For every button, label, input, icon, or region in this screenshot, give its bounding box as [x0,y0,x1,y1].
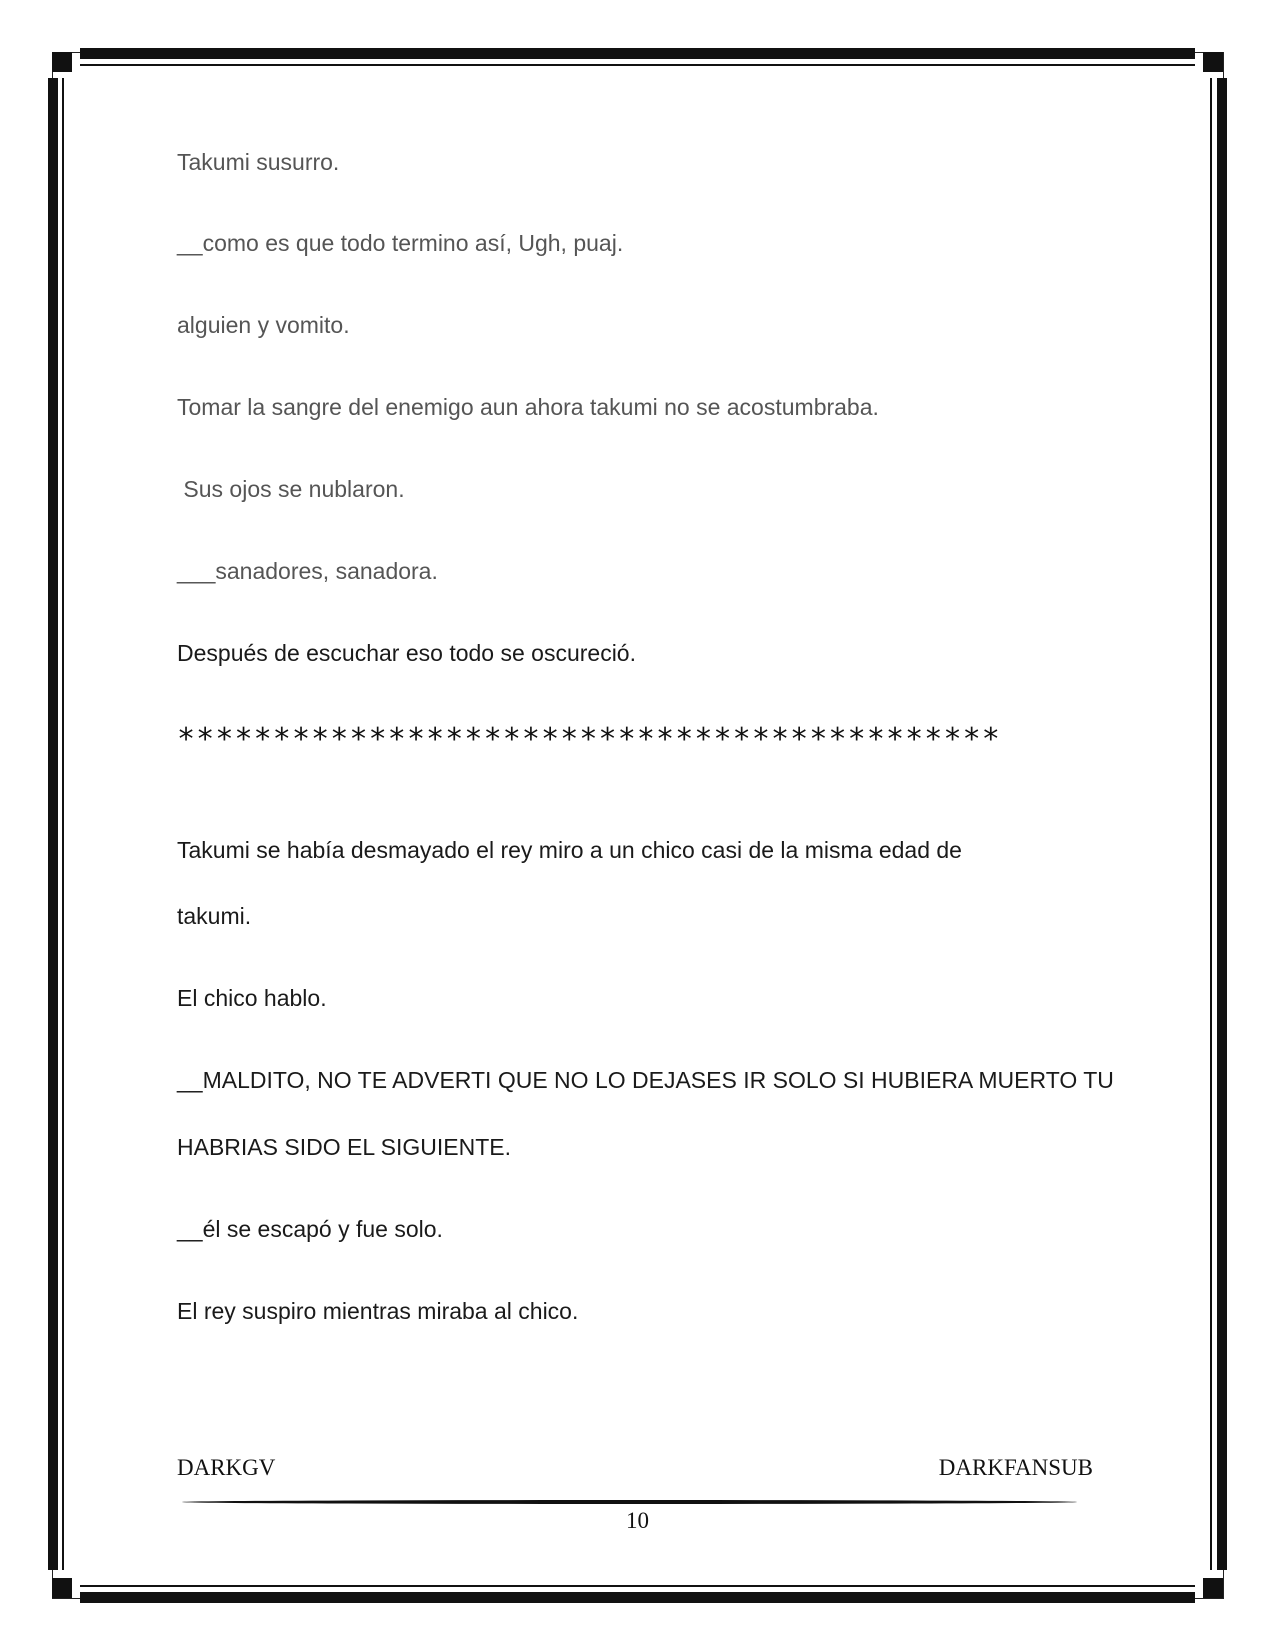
border-top [80,48,1195,59]
border-bottom [80,1592,1195,1603]
corner-bottom-left [52,1578,72,1598]
border-inner-top [80,64,1195,66]
paragraph: El rey suspiro mientras miraba al chico. [177,1298,579,1324]
paragraph: takumi. [177,903,252,929]
paragraph: __como es que todo termino así, Ugh, puaj. [177,230,624,256]
paragraph: El chico hablo. [177,985,327,1011]
corner-bottom-right [1203,1578,1223,1598]
corner-top-left [52,52,72,72]
paragraph: Sus ojos se nublaron. [177,476,405,502]
border-left [48,78,58,1570]
paragraph: __él se escapó y fue solo. [177,1216,443,1242]
footer-author: DARKGV [177,1455,276,1480]
footer-rule [182,1500,1077,1504]
paragraph: Takumi susurro. [177,149,340,175]
corner-top-right [1203,52,1223,72]
border-inner-right [1210,78,1212,1570]
paragraph: Takumi se había desmayado el rey miro a un chico casi de la misma edad de [177,837,962,863]
paragraph: Tomar la sangre del enemigo aun ahora takumi no se acostumbraba. [177,394,879,420]
paragraph: alguien y vomito. [177,312,350,338]
border-inner-bottom [80,1585,1195,1587]
paragraph: __MALDITO, NO TE ADVERTI QUE NO LO DEJASES IR SOLO SI HUBIERA MUERTO TU [177,1067,1114,1093]
scene-separator: ******************************************* [177,722,1001,757]
page-number: 10 [626,1508,649,1533]
footer-group: DARKFANSUB [938,1455,1093,1480]
border-inner-left [62,78,64,1570]
paragraph: HABRIAS SIDO EL SIGUIENTE. [177,1134,512,1160]
paragraph: ___sanadores, sanadora. [177,558,438,584]
paragraph: Después de escuchar eso todo se oscureció. [177,640,636,666]
page-frame [52,52,1224,1599]
border-right [1217,78,1227,1570]
